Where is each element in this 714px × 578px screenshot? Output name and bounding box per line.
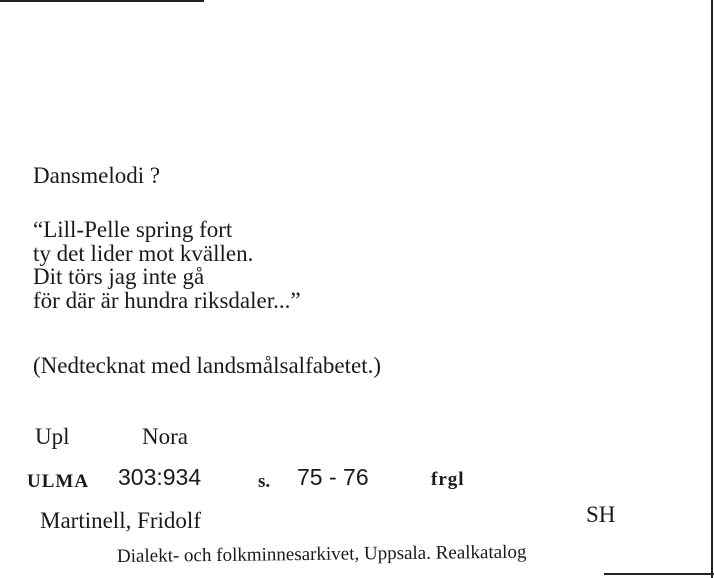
- verse-line-3: Dit törs jag inte gå: [33, 264, 205, 289]
- archive-label: ULMA: [27, 471, 90, 492]
- verse-line-1: “Lill-Pelle spring fort: [33, 217, 233, 242]
- verse-block: [33, 218, 301, 312]
- category-code: frgl: [431, 469, 465, 490]
- verse-line-4: för där är hundra riksdaler...”: [33, 287, 301, 313]
- record-number: 303:934: [118, 464, 202, 490]
- province-label: Upl: [35, 424, 70, 449]
- card-title: Dansmelodi ?: [33, 163, 161, 188]
- page-range: 75 - 76: [297, 464, 369, 490]
- page-prefix: s.: [258, 471, 271, 492]
- parish-label: Nora: [142, 424, 188, 449]
- card-right-border: [711, 0, 713, 578]
- signature-initials: SH: [586, 502, 616, 527]
- collector-name: Martinell, Fridolf: [40, 508, 201, 533]
- verse-line-2: ty det lider mot kvällen.: [33, 240, 254, 266]
- card-top-border: [0, 0, 204, 2]
- card-bottom-border: [604, 573, 714, 575]
- archive-footer: Dialekt- och folkminnesarkivet, Uppsala. Realkatalog: [116, 541, 527, 567]
- transcription-note: (Nedtecknat med landsmålsalfabetet.): [33, 353, 382, 378]
